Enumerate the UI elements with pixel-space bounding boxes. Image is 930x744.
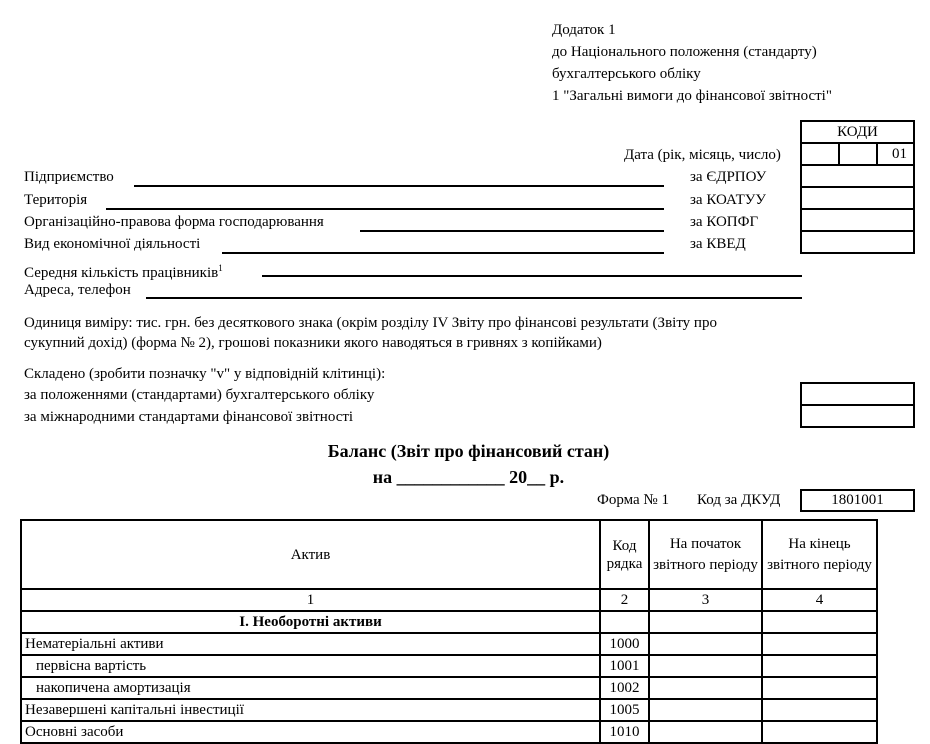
dkud-value: 1801001	[800, 489, 915, 512]
row-start-value[interactable]	[649, 721, 762, 743]
row-code: 1005	[600, 699, 649, 721]
row-code: 1002	[600, 677, 649, 699]
form-label: Форма № 1	[597, 492, 669, 508]
row-end-value[interactable]	[762, 677, 877, 699]
org-form-label: Організаційно-правова форма господарювання	[24, 214, 324, 230]
date-code-box[interactable]	[800, 142, 915, 166]
row-start-value[interactable]	[649, 677, 762, 699]
table-row	[21, 721, 877, 743]
header-start: На початок звітного періоду	[649, 520, 762, 589]
territory-label: Територія	[24, 192, 88, 208]
header-end: На кінець звітного періоду	[762, 520, 877, 589]
dkud-label: Код за ДКУД	[697, 492, 781, 508]
kved-code-box[interactable]	[800, 230, 915, 254]
table-row	[21, 677, 877, 699]
employees-field[interactable]	[262, 275, 802, 277]
table-row	[21, 633, 877, 655]
employees-text: Середня кількість працівників	[24, 265, 219, 281]
codes-header-box	[800, 120, 915, 144]
compiled-line-2: за положеннями (стандартами) бухгалтерського обліку	[24, 387, 375, 403]
unit-note-line-1: Одиниця виміру: тис. грн. без десяткового знака (окрім розділу IV Звіту про фінансові результати (Звіту про	[24, 315, 717, 331]
employees-footnote: 1	[218, 263, 223, 273]
section-code-cell	[600, 611, 649, 633]
address-label: Адреса, телефон	[24, 282, 131, 298]
appendix-line-2: до Національного положення (стандарту)	[552, 44, 817, 60]
appendix-line-3: бухгалтерського обліку	[552, 66, 701, 82]
row-start-value[interactable]	[649, 633, 762, 655]
kopfg-label: за КОПФГ	[690, 214, 759, 230]
date-label: Дата (рік, місяць, число)	[624, 147, 781, 163]
column-numbers-row	[21, 589, 877, 611]
row-code: 1010	[600, 721, 649, 743]
address-field[interactable]	[146, 297, 802, 299]
col-number-4: 4	[762, 589, 877, 611]
appendix-line-1: Додаток 1	[552, 22, 616, 38]
row-label: Основні засоби	[21, 721, 600, 743]
activity-label: Вид економічної діяльності	[24, 236, 201, 252]
row-start-value[interactable]	[649, 699, 762, 721]
date-year-divider	[838, 144, 840, 164]
compiled-ifrs-checkbox[interactable]	[800, 404, 915, 428]
edrpou-code-box[interactable]	[800, 164, 915, 188]
compiled-line-1: Складено (зробити позначку "v" у відповідній клітинці):	[24, 366, 386, 382]
title-date-line: на ____________ 20__ р.	[372, 467, 565, 487]
row-label: накопичена амортизація	[21, 677, 600, 699]
compiled-line-3: за міжнародними стандартами фінансової звітності	[24, 409, 354, 425]
balance-table	[20, 519, 878, 744]
row-end-value[interactable]	[762, 721, 877, 743]
col-number-3: 3	[649, 589, 762, 611]
koatuu-code-box[interactable]	[800, 186, 915, 210]
section-title: I. Необоротні активи	[21, 611, 600, 633]
employees-label	[24, 259, 223, 282]
territory-field[interactable]	[106, 208, 664, 210]
table-row	[21, 699, 877, 721]
table-row	[21, 655, 877, 677]
row-end-value[interactable]	[762, 655, 877, 677]
section-end-cell	[762, 611, 877, 633]
row-start-value[interactable]	[649, 655, 762, 677]
unit-note-line-2: сукупний дохід) (форма № 2), грошові показники якого наводяться в гривнях з копійками)	[24, 335, 602, 351]
row-label: Незавершені капітальні інвестиції	[21, 699, 600, 721]
kopfg-code-box[interactable]	[800, 208, 915, 232]
org-form-field[interactable]	[360, 230, 664, 232]
edrpou-label: за ЄДРПОУ	[690, 169, 767, 185]
date-month-divider	[876, 144, 878, 164]
date-day-value: 01	[892, 146, 907, 162]
row-code: 1000	[600, 633, 649, 655]
row-end-value[interactable]	[762, 699, 877, 721]
row-label: Нематеріальні активи	[21, 633, 600, 655]
koatuu-label: за КОАТУУ	[690, 192, 766, 208]
row-label: первісна вартість	[21, 655, 600, 677]
col-number-2: 2	[600, 589, 649, 611]
section-start-cell	[649, 611, 762, 633]
col-number-1: 1	[21, 589, 600, 611]
codes-header: КОДИ	[837, 124, 878, 140]
row-end-value[interactable]	[762, 633, 877, 655]
appendix-line-4: 1 "Загальні вимоги до фінансової звітності"	[552, 88, 832, 104]
section-row	[21, 611, 877, 633]
compiled-nsbu-checkbox[interactable]	[800, 382, 915, 406]
enterprise-field[interactable]	[134, 185, 664, 187]
page-title: Баланс (Звіт про фінансовий стан)	[327, 441, 610, 461]
enterprise-label: Підприємство	[24, 169, 114, 185]
activity-field[interactable]	[222, 252, 664, 254]
table-header-row	[21, 520, 877, 589]
header-code: Код рядка	[600, 520, 649, 589]
row-code: 1001	[600, 655, 649, 677]
header-asset: Актив	[21, 520, 600, 589]
kved-label: за КВЕД	[690, 236, 746, 252]
